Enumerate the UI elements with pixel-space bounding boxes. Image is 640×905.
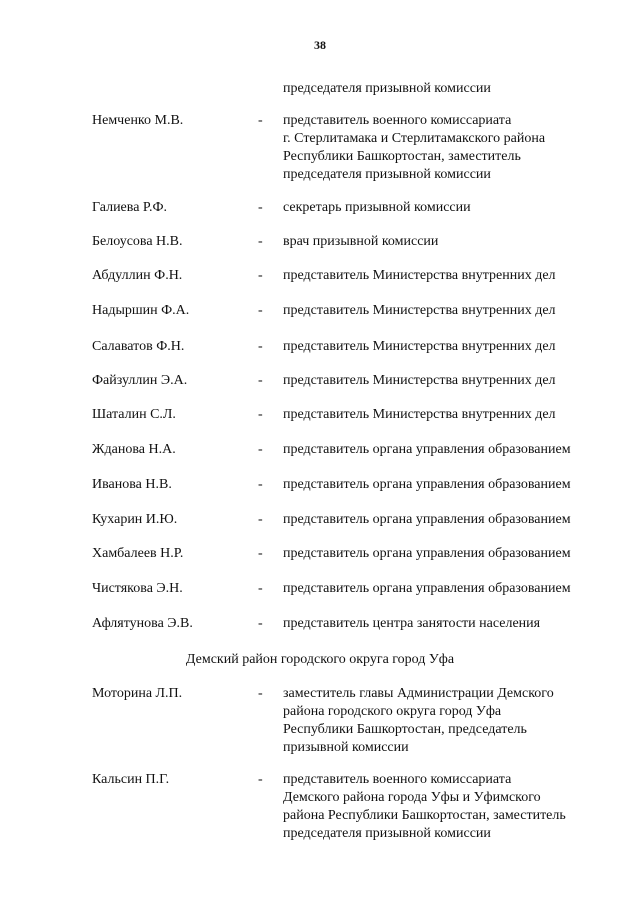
dash-separator: -: [258, 581, 263, 596]
role-line: Демского района города Уфы и Уфимского: [283, 790, 541, 805]
dash-separator: -: [258, 616, 263, 631]
role-line: председателя призывной комиссии: [283, 167, 491, 182]
member-role: [283, 511, 613, 529]
member-name: Моторина Л.П.: [92, 686, 183, 701]
member-role: [283, 580, 613, 598]
member-role: [283, 685, 613, 757]
member-name: Галиева Р.Ф.: [92, 200, 168, 215]
role-line: представитель органа управления образованием: [283, 442, 571, 457]
section-title: Демский район городского округа город Уфа: [185, 652, 455, 667]
role-line: района городского округа город Уфа: [283, 704, 502, 719]
continuation-text: председателя призывной комиссии: [283, 81, 491, 96]
role-line: представитель органа управления образованием: [283, 477, 571, 492]
member-name: Файзуллин Э.А.: [92, 373, 188, 388]
dash-separator: -: [258, 234, 263, 249]
dash-separator: -: [258, 442, 263, 457]
role-line: заместитель главы Администрации Демского: [283, 686, 554, 701]
dash-separator: -: [258, 339, 263, 354]
member-role: [283, 441, 613, 459]
role-line: представитель органа управления образованием: [283, 546, 571, 561]
dash-separator: -: [258, 303, 263, 318]
role-line: района Республики Башкортостан, заместитель: [283, 808, 566, 823]
role-line: представитель военного комиссариата: [283, 113, 512, 128]
dash-separator: -: [258, 373, 263, 388]
dash-separator: -: [258, 200, 263, 215]
member-name: Абдуллин Ф.Н.: [92, 268, 183, 283]
member-role: [283, 771, 613, 843]
member-name: Иванова Н.В.: [92, 477, 172, 492]
member-role: [283, 372, 613, 390]
member-name: Хамбалеев Н.Р.: [92, 546, 184, 561]
member-name: Жданова Н.А.: [92, 442, 176, 457]
member-role: [283, 406, 613, 424]
role-line: представитель Министерства внутренних дел: [283, 268, 556, 283]
dash-separator: -: [258, 546, 263, 561]
role-line: представитель Министерства внутренних дел: [283, 373, 556, 388]
member-role: [283, 302, 613, 320]
member-name: Афлятунова Э.В.: [92, 616, 193, 631]
role-line: представитель Министерства внутренних дел: [283, 303, 556, 318]
role-line: г. Стерлитамака и Стерлитамакского района: [283, 131, 546, 146]
member-name: Белоусова Н.В.: [92, 234, 183, 249]
member-name: Кухарин И.Ю.: [92, 512, 178, 527]
member-name: Шаталин С.Л.: [92, 407, 176, 422]
dash-separator: -: [258, 686, 263, 701]
role-line: представитель органа управления образованием: [283, 512, 571, 527]
member-name: Немченко М.В.: [92, 113, 184, 128]
member-role: [283, 112, 613, 184]
role-line: Республики Башкортостан, председатель: [283, 722, 527, 737]
member-role: [283, 233, 613, 251]
dash-separator: -: [258, 512, 263, 527]
member-name: Кальсин П.Г.: [92, 772, 170, 787]
role-line: представитель Министерства внутренних дел: [283, 339, 556, 354]
role-line: секретарь призывной комиссии: [283, 200, 471, 215]
member-role: [283, 476, 613, 494]
member-role: [283, 199, 613, 217]
member-role: [283, 615, 613, 633]
member-name: Чистякова Э.Н.: [92, 581, 183, 596]
dash-separator: -: [258, 407, 263, 422]
role-line: врач призывной комиссии: [283, 234, 439, 249]
role-line: призывной комиссии: [283, 740, 409, 755]
role-line: представитель военного комиссариата: [283, 772, 512, 787]
role-line: представитель органа управления образованием: [283, 581, 571, 596]
dash-separator: -: [258, 772, 263, 787]
role-line: представитель Министерства внутренних дел: [283, 407, 556, 422]
dash-separator: -: [258, 268, 263, 283]
role-line: председателя призывной комиссии: [283, 826, 491, 841]
member-role: [283, 338, 613, 356]
role-line: представитель центра занятости населения: [283, 616, 541, 631]
role-line: Республики Башкортостан, заместитель: [283, 149, 521, 164]
member-role: [283, 267, 613, 285]
member-name: Салаватов Ф.Н.: [92, 339, 185, 354]
member-name: Надыршин Ф.А.: [92, 303, 190, 318]
dash-separator: -: [258, 113, 263, 128]
member-role: [283, 545, 613, 563]
page-number: 38: [314, 38, 326, 52]
dash-separator: -: [258, 477, 263, 492]
